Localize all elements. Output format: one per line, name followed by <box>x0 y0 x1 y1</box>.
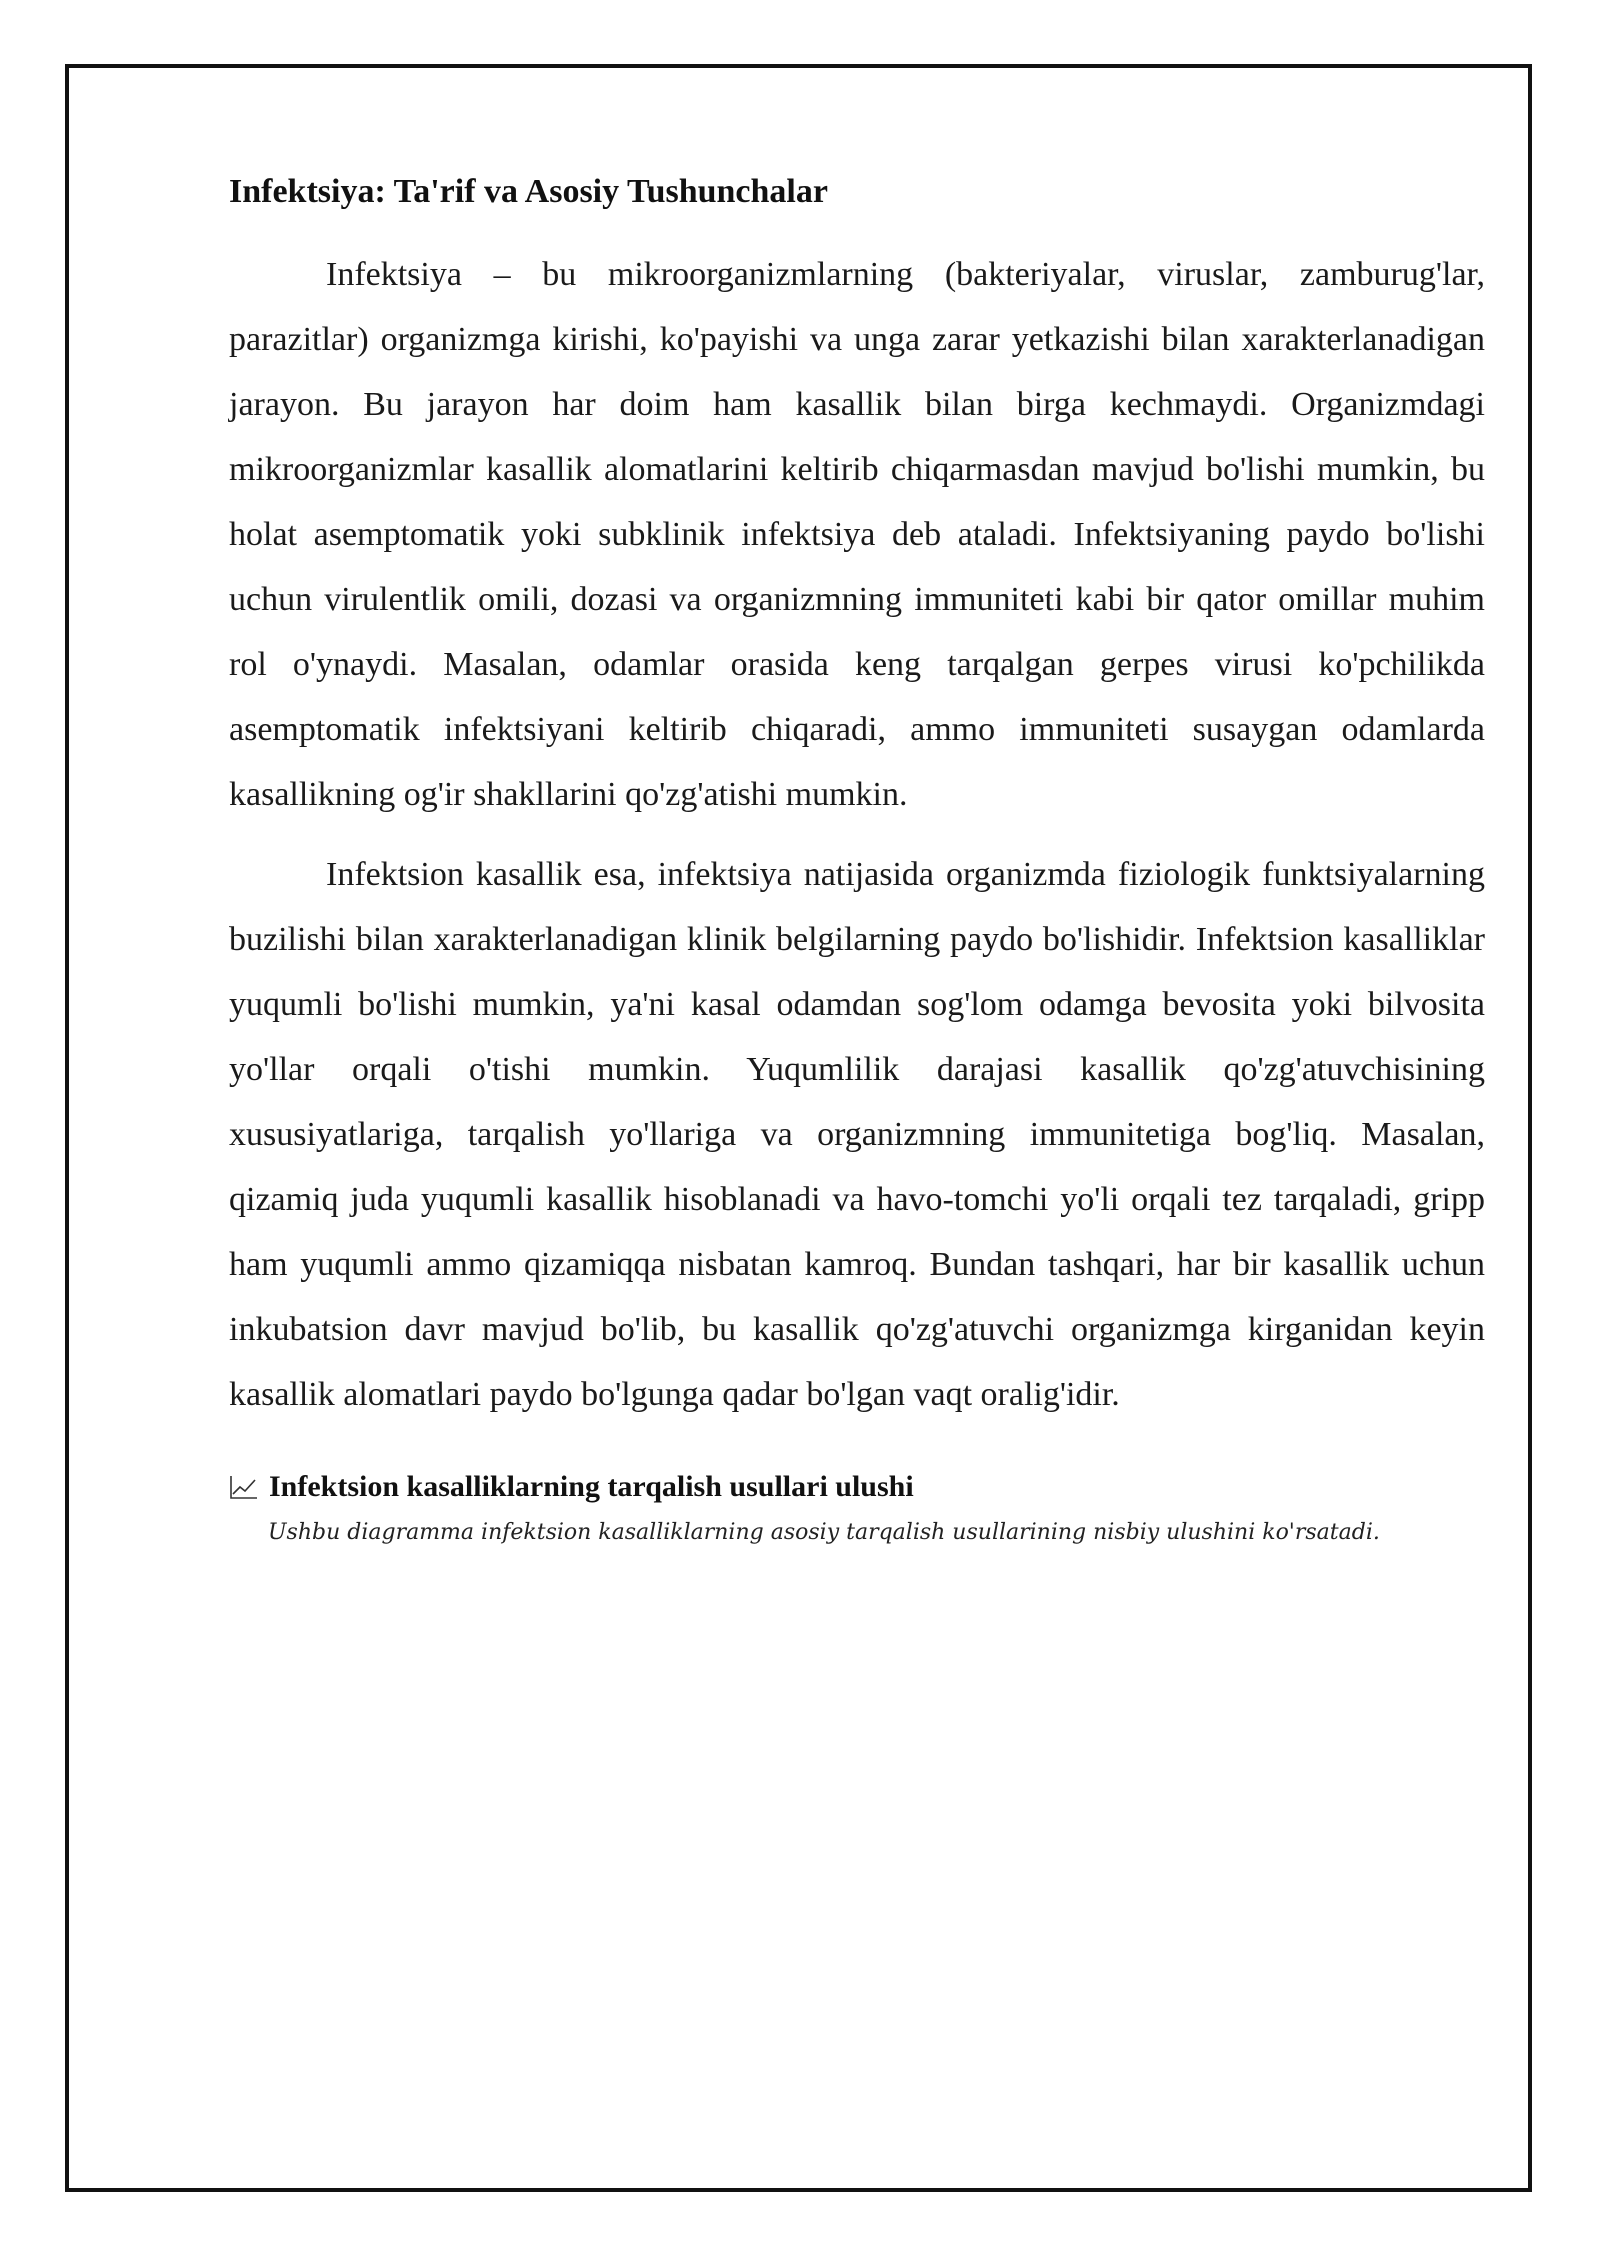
section-heading: Infektsiya: Ta'rif va Asosiy Tushunchalar <box>229 173 828 210</box>
document-body <box>229 170 1485 2101</box>
paragraph-infectious-disease: Infektsion kasallik esa, infektsiya natijasida organizmda fiziologik funktsiyalarning buzilishi bilan xarakterlanadigan klinik belgilarning paydo bo'lishidir. Infektsion kasalliklar yuqumli bo'lishi mumkin, ya'ni kasal odamdan sog'lom odamga bevosita yoki bilvosita yo'llar orqali o'tishi mumkin. Yuqumlilik darajasi kasallik qo'zg'atuvchisining xususiyatlariga, tarqalish yo'llariga va organizmning immunitetiga bog'liq. Masalan, qizamiq juda yuqumli kasallik hisoblanadi va havo-tomchi yo'li orqali tez tarqaladi, gripp ham yuqumli ammo qizamiqqa nisbatan kamroq. Bundan tashqari, har bir kasallik uchun inkubatsion davr mavjud bo'lib, bu kasallik qo'zg'atuvchi organizmga kirganidan keyin kasallik alomatlari paydo bo'lgunga qadar bo'lgan vaqt oralig'idir. <box>229 856 1485 1413</box>
chart-area-empty <box>229 1581 1485 2101</box>
figure-title: Infektsion kasalliklarning tarqalish usullari ulushi <box>269 1470 914 1503</box>
paragraph-infection-definition: Infektsiya – bu mikroorganizmlarning (bakteriyalar, viruslar, zamburug'lar, parazitlar) organizmga kirishi, ko'payishi va unga zarar yetkazishi bilan xarakterlanadigan jarayon. Bu jarayon har doim ham kasallik bilan birga kechmaydi. Organizmdagi mikroorganizmlar kasallik alomatlarini keltirib chiqarmasdan mavjud bo'lishi mumkin, bu holat asemptomatik yoki subklinik infektsiya deb ataladi. Infektsiyaning paydo bo'lishi uchun virulentlik omili, dozasi va organizmning immuniteti kabi bir qator omillar muhim rol o'ynaydi. Masalan, odamlar orasida keng tarqalgan gerpes virusi ko'pchilikda asemptomatik infektsiyani keltirib chiqaradi, ammo immuniteti susaygan odamlarda kasallikning og'ir shakllarini qo'zg'atishi mumkin. <box>229 256 1485 813</box>
figure-caption: Ushbu diagramma infektsion kasalliklarning asosiy tarqalish usullarining nisbiy ulushini ko'rsatadi. <box>268 1520 1380 1545</box>
figure-block <box>229 1467 1485 2101</box>
line-chart-icon <box>229 1474 259 1500</box>
figure-title-row <box>229 1467 1485 1507</box>
